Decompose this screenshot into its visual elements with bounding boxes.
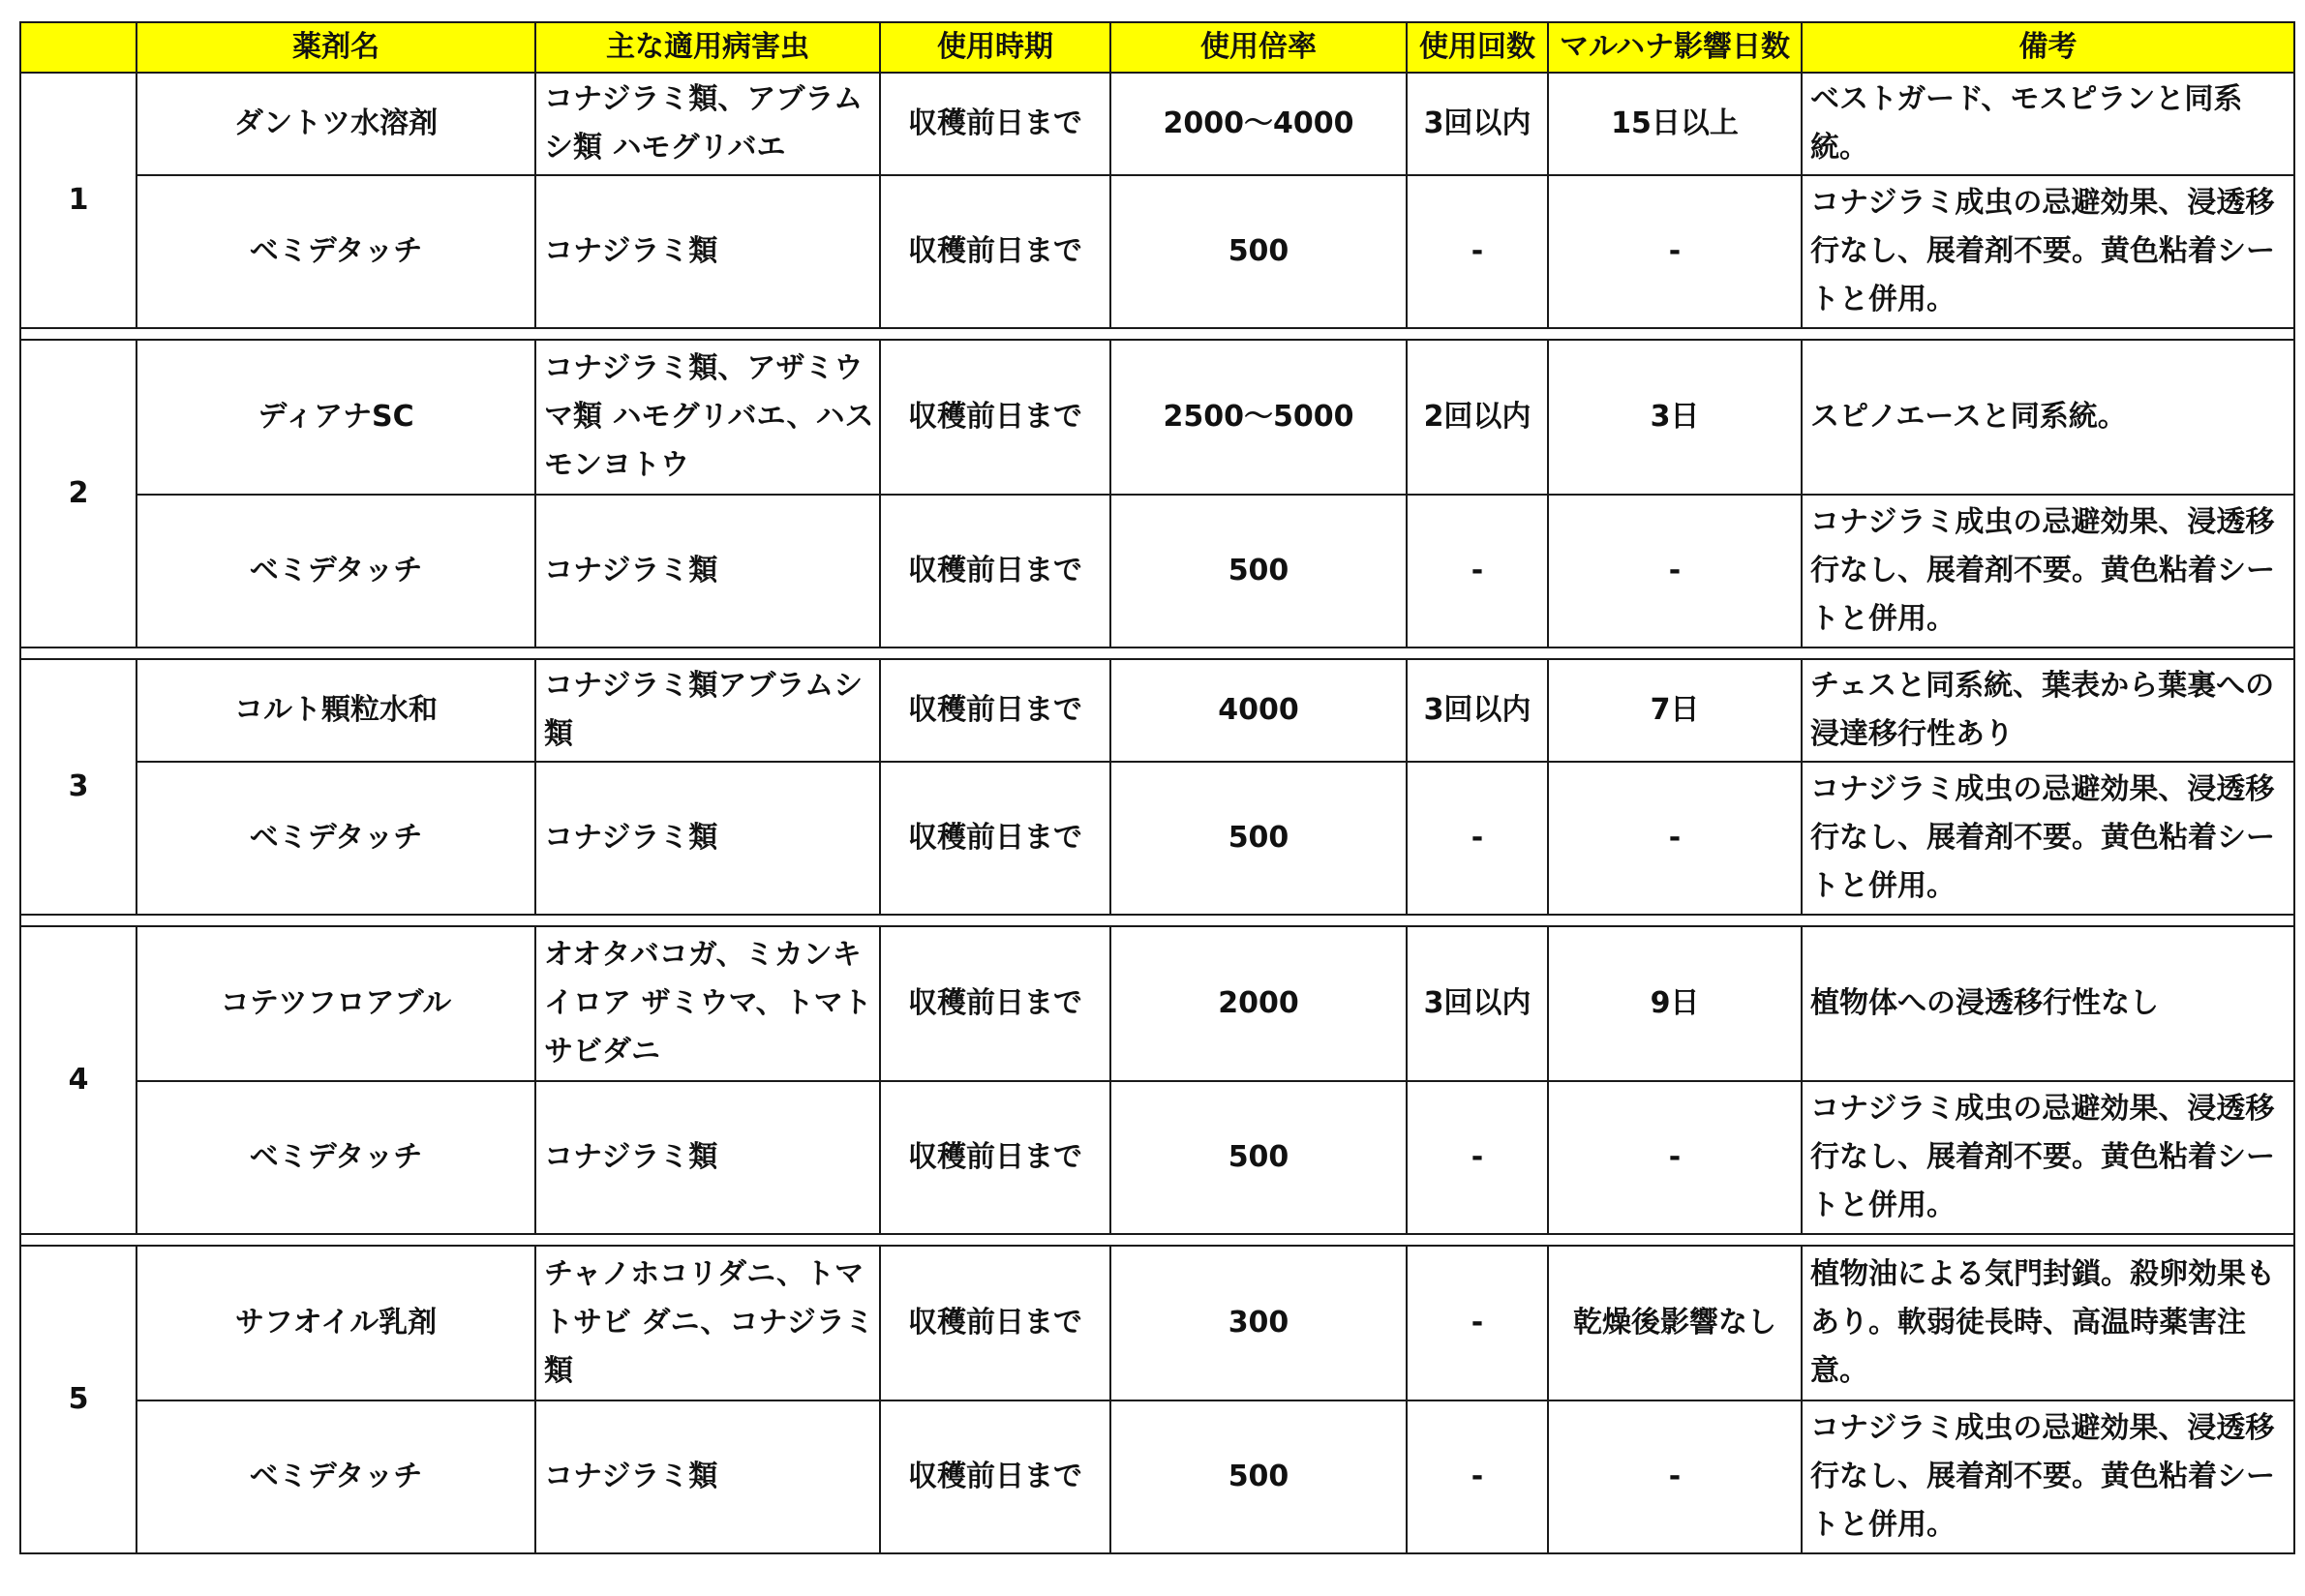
table-row: [20, 1246, 2294, 1400]
separator-cell: [20, 915, 136, 926]
separator-cell: [1802, 1234, 2294, 1246]
bumblebee-days-cell: -: [1548, 1081, 1802, 1234]
bumblebee-days-cell: -: [1548, 175, 1802, 328]
separator-cell: [136, 647, 535, 659]
group-separator-row: [20, 915, 2294, 926]
separator-cell: [1110, 647, 1407, 659]
separator-cell: [1407, 647, 1548, 659]
pests-cell: コナジラミ類アブラムシ類: [535, 659, 880, 762]
dilution-cell: 500: [1110, 1400, 1407, 1553]
timing-cell: 収穫前日まで: [880, 1081, 1110, 1234]
separator-cell: [1802, 647, 2294, 659]
bumblebee-days-cell: -: [1548, 1400, 1802, 1553]
dilution-cell: 500: [1110, 1081, 1407, 1234]
separator-cell: [1407, 328, 1548, 340]
notes-cell: 植物油による気門封鎖。殺卵効果もあり。軟弱徒長時、高温時薬害注意。: [1802, 1246, 2294, 1400]
timing-cell: 収穫前日まで: [880, 175, 1110, 328]
pests-cell: オオタバコガ、ミカンキイロア ザミウマ、トマトサビダニ: [535, 926, 880, 1081]
separator-cell: [880, 328, 1110, 340]
timing-cell: 収穫前日まで: [880, 73, 1110, 175]
group-separator-row: [20, 328, 2294, 340]
pests-cell: コナジラミ類: [535, 1400, 880, 1553]
separator-cell: [1548, 1234, 1802, 1246]
use-count-cell: -: [1407, 175, 1548, 328]
bumblebee-days-cell: -: [1548, 762, 1802, 915]
group-number-cell: 3: [20, 659, 136, 915]
notes-cell: コナジラミ成虫の忌避効果、浸透移行なし、展着剤不要。黄色粘着シートと併用。: [1802, 762, 2294, 915]
notes-cell: 植物体への浸透移行性なし: [1802, 926, 2294, 1081]
notes-cell: ベストガード、モスピランと同系統。: [1802, 73, 2294, 175]
separator-cell: [20, 1234, 136, 1246]
notes-cell: スピノエースと同系統。: [1802, 340, 2294, 495]
table-row: [20, 1081, 2294, 1234]
pests-cell: コナジラミ類: [535, 1081, 880, 1234]
separator-cell: [880, 1234, 1110, 1246]
bumblebee-days-cell: -: [1548, 495, 1802, 647]
use-count-cell: -: [1407, 1400, 1548, 1553]
dilution-cell: 2500～5000: [1110, 340, 1407, 495]
use-count-cell: -: [1407, 1081, 1548, 1234]
drug-name-cell: ベミデタッチ: [136, 1081, 535, 1234]
drug-name-cell: ベミデタッチ: [136, 175, 535, 328]
separator-cell: [1802, 915, 2294, 926]
table-row: [20, 926, 2294, 1081]
drug-name-cell: ベミデタッチ: [136, 762, 535, 915]
timing-cell: 収穫前日まで: [880, 340, 1110, 495]
separator-cell: [880, 647, 1110, 659]
separator-cell: [1548, 328, 1802, 340]
table-row: [20, 495, 2294, 647]
timing-cell: 収穫前日まで: [880, 1246, 1110, 1400]
drug-name-cell: ディアナSC: [136, 340, 535, 495]
header-row: [20, 22, 2294, 73]
separator-cell: [1110, 915, 1407, 926]
timing-cell: 収穫前日まで: [880, 762, 1110, 915]
separator-cell: [535, 915, 880, 926]
table-row: [20, 340, 2294, 495]
use-count-cell: 3回以内: [1407, 659, 1548, 762]
drug-name-cell: サフオイル乳剤: [136, 1246, 535, 1400]
table-row: [20, 762, 2294, 915]
header-cell-drug: 薬剤名: [136, 22, 535, 73]
bumblebee-days-cell: 乾燥後影響なし: [1548, 1246, 1802, 1400]
header-cell-pests: 主な適用病害虫: [535, 22, 880, 73]
dilution-cell: 300: [1110, 1246, 1407, 1400]
drug-name-cell: コルト顆粒水和: [136, 659, 535, 762]
pests-cell: コナジラミ類、アザミウマ類 ハモグリバエ、ハスモンヨトウ: [535, 340, 880, 495]
separator-cell: [1802, 328, 2294, 340]
group-separator-row: [20, 1234, 2294, 1246]
drug-name-cell: ベミデタッチ: [136, 495, 535, 647]
dilution-cell: 500: [1110, 762, 1407, 915]
use-count-cell: 3回以内: [1407, 73, 1548, 175]
dilution-cell: 2000～4000: [1110, 73, 1407, 175]
table-row: [20, 659, 2294, 762]
separator-cell: [20, 328, 136, 340]
bumblebee-days-cell: 3日: [1548, 340, 1802, 495]
table-row: [20, 175, 2294, 328]
pests-cell: コナジラミ類: [535, 762, 880, 915]
separator-cell: [1407, 1234, 1548, 1246]
header-cell-index: [20, 22, 136, 73]
header-cell-timing: 使用時期: [880, 22, 1110, 73]
notes-cell: コナジラミ成虫の忌避効果、浸透移行なし、展着剤不要。黄色粘着シートと併用。: [1802, 175, 2294, 328]
table-row: [20, 1400, 2294, 1553]
separator-cell: [136, 1234, 535, 1246]
drug-name-cell: コテツフロアブル: [136, 926, 535, 1081]
use-count-cell: 2回以内: [1407, 340, 1548, 495]
pesticide-table: [19, 21, 2295, 1554]
header-cell-notes: 備考: [1802, 22, 2294, 73]
separator-cell: [1548, 647, 1802, 659]
dilution-cell: 500: [1110, 175, 1407, 328]
notes-cell: チェスと同系統、葉表から葉裏への浸達移行性あり: [1802, 659, 2294, 762]
group-number-cell: 1: [20, 73, 136, 328]
group-number-cell: 4: [20, 926, 136, 1234]
bumblebee-days-cell: 9日: [1548, 926, 1802, 1081]
dilution-cell: 4000: [1110, 659, 1407, 762]
use-count-cell: -: [1407, 1246, 1548, 1400]
separator-cell: [136, 328, 535, 340]
separator-cell: [136, 915, 535, 926]
separator-cell: [535, 1234, 880, 1246]
pests-cell: コナジラミ類: [535, 175, 880, 328]
separator-cell: [880, 915, 1110, 926]
use-count-cell: 3回以内: [1407, 926, 1548, 1081]
bumblebee-days-cell: 15日以上: [1548, 73, 1802, 175]
use-count-cell: -: [1407, 762, 1548, 915]
table-row: [20, 73, 2294, 175]
dilution-cell: 500: [1110, 495, 1407, 647]
dilution-cell: 2000: [1110, 926, 1407, 1081]
timing-cell: 収穫前日まで: [880, 926, 1110, 1081]
notes-cell: コナジラミ成虫の忌避効果、浸透移行なし、展着剤不要。黄色粘着シートと併用。: [1802, 495, 2294, 647]
use-count-cell: -: [1407, 495, 1548, 647]
separator-cell: [1110, 1234, 1407, 1246]
group-number-cell: 5: [20, 1246, 136, 1553]
header-cell-bumblebee: マルハナ影響日数: [1548, 22, 1802, 73]
separator-cell: [20, 647, 136, 659]
timing-cell: 収穫前日まで: [880, 495, 1110, 647]
drug-name-cell: ダントツ水溶剤: [136, 73, 535, 175]
table-body: [20, 73, 2294, 1553]
bumblebee-days-cell: 7日: [1548, 659, 1802, 762]
separator-cell: [535, 328, 880, 340]
group-separator-row: [20, 647, 2294, 659]
notes-cell: コナジラミ成虫の忌避効果、浸透移行なし、展着剤不要。黄色粘着シートと併用。: [1802, 1400, 2294, 1553]
pests-cell: コナジラミ類、アブラムシ類 ハモグリバエ: [535, 73, 880, 175]
group-number-cell: 2: [20, 340, 136, 647]
pests-cell: コナジラミ類: [535, 495, 880, 647]
header-cell-dilution: 使用倍率: [1110, 22, 1407, 73]
header-cell-count: 使用回数: [1407, 22, 1548, 73]
separator-cell: [1548, 915, 1802, 926]
separator-cell: [1110, 328, 1407, 340]
drug-name-cell: ベミデタッチ: [136, 1400, 535, 1553]
separator-cell: [535, 647, 880, 659]
pests-cell: チャノホコリダニ、トマトサビ ダニ、コナジラミ類: [535, 1246, 880, 1400]
notes-cell: コナジラミ成虫の忌避効果、浸透移行なし、展着剤不要。黄色粘着シートと併用。: [1802, 1081, 2294, 1234]
separator-cell: [1407, 915, 1548, 926]
timing-cell: 収穫前日まで: [880, 659, 1110, 762]
timing-cell: 収穫前日まで: [880, 1400, 1110, 1553]
